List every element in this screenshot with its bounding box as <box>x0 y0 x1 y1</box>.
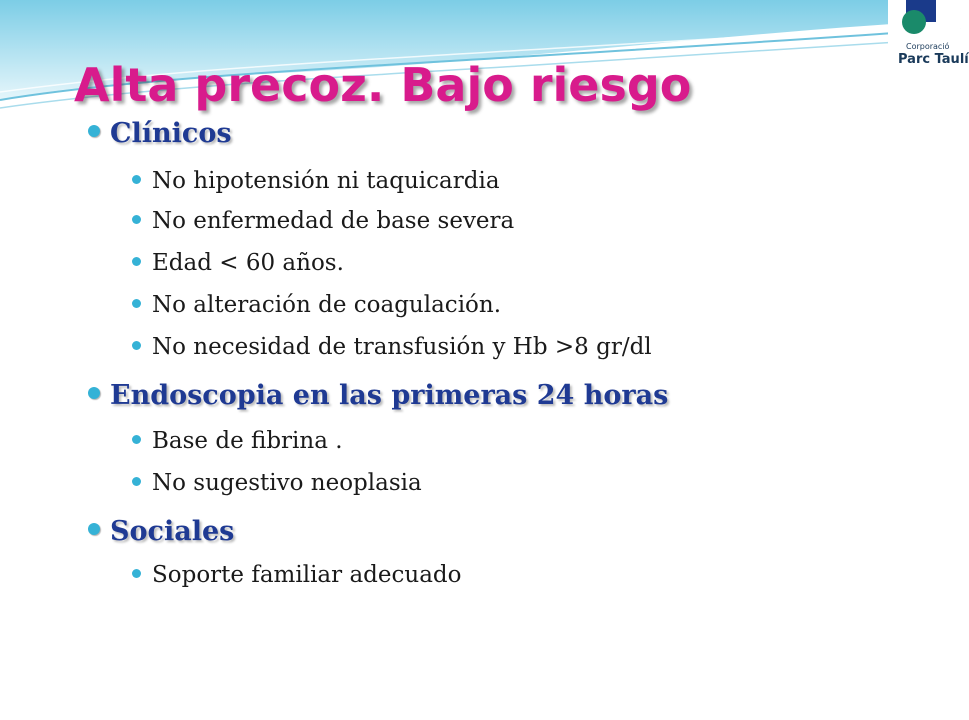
list-item-text: Soporte familiar adecuado <box>152 562 462 588</box>
list-item-text: No necesidad de transfusión y Hb >8 gr/dl <box>152 334 652 360</box>
bullet-icon <box>132 257 141 266</box>
list-item <box>132 562 461 588</box>
list-item-text: No enfermedad de base severa <box>152 208 515 234</box>
bullet-icon <box>88 125 100 137</box>
section-heading-text: Sociales <box>110 516 235 547</box>
list-item-text: No sugestivo neoplasia <box>152 470 422 496</box>
bullet-icon <box>132 299 141 308</box>
logo-text-parc-tauli: Parc Taulí <box>898 52 969 67</box>
list-item-text: No hipotensión ni taquicardia <box>152 168 500 194</box>
bullet-icon <box>132 569 141 578</box>
section-heading-endoscopia <box>88 380 668 411</box>
list-item <box>132 168 500 194</box>
bullet-icon <box>88 387 100 399</box>
bullet-icon <box>88 523 100 535</box>
list-item <box>132 428 343 454</box>
list-item <box>132 292 501 318</box>
bullet-icon <box>132 341 141 350</box>
section-heading-clinicos <box>88 118 232 149</box>
list-item <box>132 334 652 360</box>
logo-text-corporacio: Corporació <box>906 42 950 51</box>
slide-title: Alta precoz. Bajo riesgo <box>74 58 692 112</box>
bullet-icon <box>132 175 141 184</box>
list-item-text: Base de fibrina . <box>152 428 343 454</box>
list-item-text: No alteración de coagulación. <box>152 292 502 318</box>
section-heading-text: Endoscopia en las primeras 24 horas <box>110 380 669 411</box>
section-heading-sociales <box>88 516 234 547</box>
section-heading-text: Clínicos <box>110 118 232 149</box>
list-item-text: Edad < 60 años. <box>152 250 344 276</box>
list-item <box>132 208 514 234</box>
list-item <box>132 470 422 496</box>
bullet-icon <box>132 215 141 224</box>
bullet-icon <box>132 477 141 486</box>
bullet-icon <box>132 435 141 444</box>
list-item <box>132 250 344 276</box>
